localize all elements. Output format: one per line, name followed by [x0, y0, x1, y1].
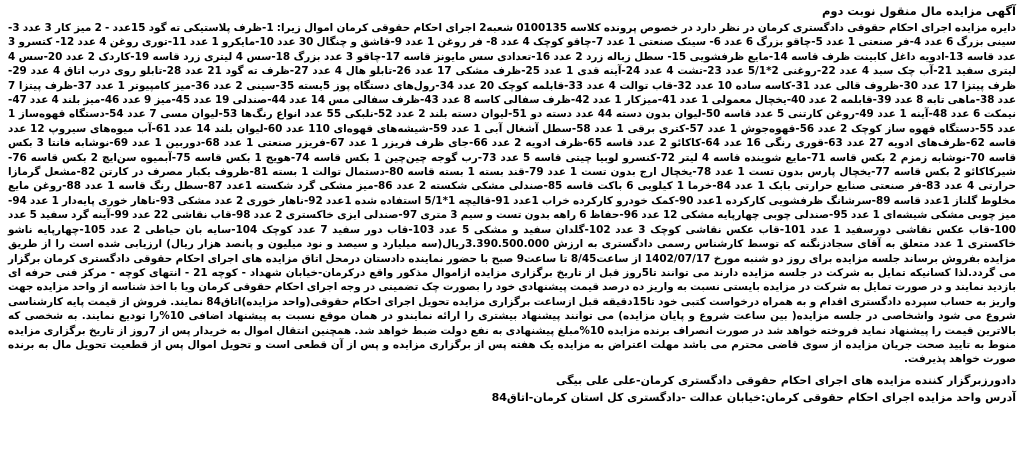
notice-body: دایره مزایده اجرای احکام حقوقی دادگستری کرمان در نظر دارد در خصوص پرونده کلاسه 0100135 شعبه2 اجرای احکام حقوقی کرمان اموال زیرا: 1-ظرف پلاستیکی ته گود 15عدد - 2 میز کار 3 عدد 3-سینی بزرگ 6 عدد 4-فر صنعتی 1 عدد 5-چاقو بزرگ 6 عدد 6- سینک صنعتی 1 عدد 7-چاقو کوچک 4 عدد 8- فر روغن 1 عدد 9-قاشق و چنگال 30 عدد 10-مایکرو 1 عدد 11-توری روغن 4 عدد 12- کتسرو 3 عدد قاسه 13-ادویه داغل کابینت ظرف قاسه 14-مایع ظرفشویی 15- سطل زباله زرد 2 عدد 16-تعدادی سس مایونز قاسه 17-چاقو 3 عدد بزرگ 18-سس 4 لیتری زرد قاسه 19-کاردک 2 عدد 20-سس 4 لیتری سفید 21-آب چک سبد 4 عدد 22-روغنی 2*5/1 عدد 23-تشت 4 عدد 24-آینه قدی 1 عدد 25-ظرف مشکی 17 عدد 26-تابلو هال 4 عدد 27-ظرف ته گود 21 عدد 28-تابلو روی درب اتاق 4 عدد 29-ظرف پیتزا 17 عدد 30-ظروف قالی عدد 31-کاسه ساده 10 عدد 32-قاب توالت 4 عدد 33-قابلمه کوچک 20 عدد 34-رول‌های دستگاه پوز 5بسته 35-سینی 2 عدد 36-میز کامپیوتر 1 عدد 37-ظرف پیتزا 7 عدد 38-ماهی تابه 8 عدد 39-قابلمه 2 عدد 40-یخچال معمولی 1 عدد 41-میزکار 1 عدد 42-ظرف سفالی کاسه 8 عدد 43-ظرف سفالی مس 14 عدد 44-صندلی 19 عدد 45-میز 9 عدد 46-میز بلند 4 عدد 47-نیمکت 6 عدد 48-آینه 1 عدد 49-روغن کارتنی 5 عدد قاسه 50-لیوان بدون دسته 44 عدد دسته دو 51-لیوان دسته بلند 2 عدد 52-نلبکی 55 عدد انواع رنگ‌ها 53-لیوان مسی 7 عدد 54-دستگاه قهوه‌ساز 1 عدد 55-دستگاه قهوه ساز کوچک 2 عدد 56-قهوه‌جوش 1 عدد 57-کتری برقی 1 عدد 58-سطل آشغال آبی 1 عدد 59-شیشه‌های قهوه‌ای 110 عدد 60-لیوان بلند 14 عدد 61-آب میوه‌های سیروپ 12 عدد قاسه 62-ظرف‌های ادویه 27 عدد 63-قوری رنگی 16 عدد 64-کاکائو 2 عدد قاسه 65-ظرف ادویه 2 عدد 66-جای ظرف فریزر 1 عدد 67-فریزر صنعتی 1 عدد 68-دوربین 1 عدد 69-نوشابه فانتا 3 بکس قاسه 70-نوشابه زمزم 2 بکس قاسه 71-مایع شوینده قاسه 4 لیتر 72-کنسرو لوبیا چیتی قاسه 5 عدد 73-رب گوجه چین‌چین 1 بکس قاسه 74-هویج 1 بکس قاسه 75-آبمیوه سن‌ایچ 2 بکس قاسه 76-شیرکاکائو 2 بکس قاسه 77-یخچال پارس بدون تست 1 عدد 78-یخچال ارج بدون تست 1 عدد 79-قند بسته 1 بسته قاسه 80-دستمال توالت 1 بسته 81-ظروف یکبار مصرف در کارتن 82-مشعل گرمازا حرارتی 4 عدد 83-فر صنعتی صنایع حرارتی بابک 1 عدد 84-خرما 1 کیلویی 6 باکت قاسه 85-صندلی مشکی شکسته 2 عدد 86-میز مشکی گرد شکسته 1عدد 87-سطل رنگ قاسه 1 عدد 88-روغن مایع مخلوط گلناز 1عدد قاسه 89-سرشانگ ظرفشویی کارکرده 1عدد 90-کمک خودرو کارکرده خراب 1عدد 91-قالیچه 1*5/1 استفاده شده 1عدد 92-ناهار خوری 2 عدد مشکی 93-ناهار خوری پایه‌دار 1 عدد 94-میز چوبی مشکی شیشه‌ای 1 عدد 95-صندلی چوبی چهارپایه مشکی 12 عدد 96-حفاظ 6 راهه بدون تست و سیم 3 متری 97-صندلی ایزی خاکستری 2 عدد 98-قاب نقاشی 22 عدد 99-آینه گرد سفید 5 عدد 100-قاب عکس نقاشی دورسفید 1 عدد 101-قاب عکس نقاشی کوچک 3 عدد 102-گلدان سفید و مشکی 5 عدد 103-قاب دور سفید 7 عدد کوچک 104-سایه بان حیاطی 2 عدد 105-چهارپایه ناشو خاکستری 1 عدد متعلق به آقای سجادزنگنه که توسط کارشناس رسمی دادگستری به ارزش 3.390.500.000ریال(سه میلیارد و سیصد و نود میلیون و پانصد هزار ریال) ارزیابی شده است را از طریق مزایده بفروش برساند جلسه مزایده برای روز دو شنبه مورخ 1402/07/17 از ساعت8/45 تا ساعت9 صبح با حضور نماینده دادستان درمحل اتاق مزایده های اجرای احکام حقوقی دادگستری کرمان برگزار می گردد.لذا کسانیکه تمایل به شرکت در جلسه مزایده دارند می توانند تا5روز قبل از تاریخ برگزاری مزایده ازاموال مذکور واقع درکرمان-خیابان شهداد - کوچه 21 - انتهای کوچه - مرکز فنی حرفه ای بازدید نمایند و در صورت تمایل به شرکت در مزایده بایستی نسبت به واریز ده درصد قیمت پیشنهادی خود را بصورت چک تضمینی در وجه اجرای احکام حقوقی کرمان ویا با اخذ شناسه از واحد مزایده جهت واریز به حساب سپرده دادگستری اقدام و به همراه درخواست کتبی خود تا15دقیقه قبل ازساعت برگزاری مزایده تحویل اجرای احکام حقوقی(واحد مزایده)اتاق84 نمایند. فروش از قیمت پایه کارشناسی شروع می شود واشخاصی در جلسه مزایده( بین ساعت شروع و پایان مزایده) می توانند پیشنهاد بیشتری را ارائه نمایندو در همان موقع نسبت به پیشنهاد اضافی 10%را تودیع نمایند. به شخصی که بالاترین قیمت را پیشنهاد نماید فروخته خواهد شد در صورت انصراف برنده مزایده 10%مبلغ پیشنهادی به نفع دولت ضبط خواهد شد. همچنین انتقال اموال به خریدار پس از 7روز از تاریخ برگزاری مزایده منوط به تایید صحت جریان مزایده از سوی قاضی محترم می باشد مهلت اعتراض به مزایده یک هفته پس از برگزاری مزایده و پس از آن قطعی است و تحویل اموال پس از قطعیت تحویل مال به برنده صورت خواهد پذیرفت. — [8, 22, 1017, 366]
notice-address: آدرس واحد مزایده اجرای احکام حقوقی کرمان:خیابان عدالت -دادگستری کل استان کرمان-اتاق84 — [491, 390, 1016, 404]
notice-signature: دادورزبرگزار کننده مزایده های اجرای احکام حقوقی دادگستری کرمان-علی علی بیگی — [555, 373, 1016, 387]
notice-title: آگهی مزایده مال منقول نوبت دوم — [821, 4, 1016, 18]
